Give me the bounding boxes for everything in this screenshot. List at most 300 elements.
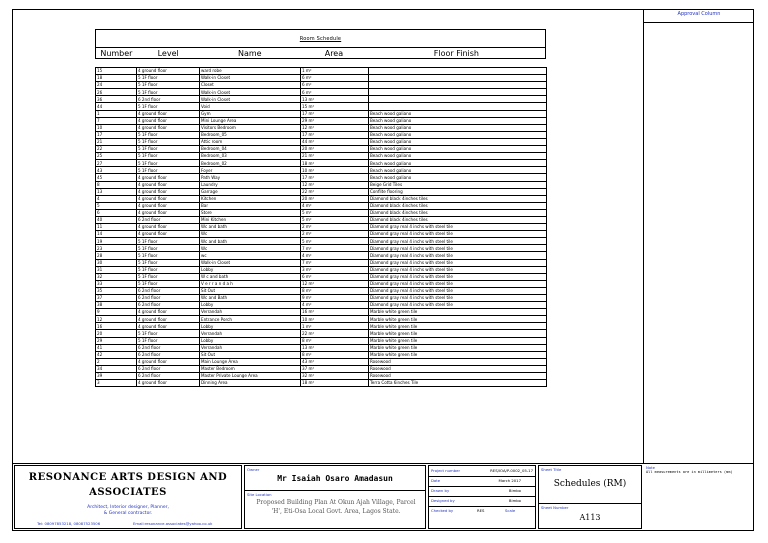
- cell-floor-finish: Beach wood galiano: [369, 153, 547, 160]
- cell-floor-finish: Diamond gray real 4 inchs with steel tile: [369, 295, 547, 302]
- cell-name: Walk-in Closet: [200, 259, 301, 266]
- table-row: [96, 365, 547, 372]
- project-number-label: Project number: [431, 468, 461, 473]
- cell-area: 44 m²: [301, 138, 369, 145]
- cell-number: 30: [96, 259, 137, 266]
- cell-area: 8 m²: [301, 287, 369, 294]
- cell-floor-finish: Marble white green tile: [369, 330, 547, 337]
- cell-name: Bedroom_05: [200, 131, 301, 138]
- cell-area: 4 m²: [301, 302, 369, 309]
- cell-name: Bedroom_04: [200, 146, 301, 153]
- cell-floor-finish: Marble white green tile: [369, 323, 547, 330]
- cell-floor-finish: Beach wood galiano: [369, 117, 547, 124]
- cell-number: 41: [96, 344, 137, 351]
- cell-level: 5 1F floor: [137, 160, 200, 167]
- cell-number: 37: [96, 295, 137, 302]
- cell-area: 3 m²: [301, 266, 369, 273]
- cell-number: 27: [96, 160, 137, 167]
- cell-level: 6 2nd floor: [137, 344, 200, 351]
- cell-name: Sit Out: [200, 287, 301, 294]
- cell-level: 4 ground floor: [137, 188, 200, 195]
- cell-area: 5 m²: [301, 209, 369, 216]
- cell-area: 17 m²: [301, 174, 369, 181]
- cell-name: Sit Out: [200, 351, 301, 358]
- cell-level: 6 2nd floor: [137, 287, 200, 294]
- cell-area: 16 m²: [301, 309, 369, 316]
- cell-name: Entrance Porch: [200, 316, 301, 323]
- schedule-column-headers: [96, 47, 545, 60]
- cell-name: Wc and Bath: [200, 295, 301, 302]
- cell-floor-finish: [369, 68, 547, 75]
- cell-level: 4 ground floor: [137, 323, 200, 330]
- table-row: [96, 89, 547, 96]
- cell-area: 18 m²: [301, 380, 369, 387]
- cell-floor-finish: Marble white green tile: [369, 309, 547, 316]
- cell-name: Void: [200, 103, 301, 110]
- table-row: [96, 344, 547, 351]
- cell-number: 5: [96, 202, 137, 209]
- checked-by-label: Checked by: [431, 508, 454, 513]
- table-row: [96, 280, 547, 287]
- company-block: [14, 465, 242, 529]
- note-label: Note: [646, 465, 655, 470]
- cell-name: Mini Kitchen: [200, 216, 301, 223]
- table-row: [96, 373, 547, 380]
- cell-area: 4 m²: [301, 202, 369, 209]
- scale-label: Scale: [505, 508, 516, 513]
- cell-level: 4 ground floor: [137, 380, 200, 387]
- cell-name: Bedroom_02: [200, 160, 301, 167]
- cell-number: 19: [96, 238, 137, 245]
- sheet-number-label: Sheet Number: [541, 505, 569, 510]
- company-role-line1: Architect, Interior designer, Planner,: [87, 505, 169, 510]
- cell-level: 4 ground floor: [137, 231, 200, 238]
- sheet-title-label: Sheet Title: [541, 467, 562, 472]
- client-separator: [245, 490, 425, 491]
- cell-floor-finish: Beach wood galiano: [369, 167, 547, 174]
- cell-name: Visitors Bedroom: [200, 124, 301, 131]
- cell-number: 40: [96, 216, 137, 223]
- cell-area: 2 m²: [301, 224, 369, 231]
- cell-area: 6 m²: [301, 82, 369, 89]
- cell-number: 24: [96, 82, 137, 89]
- cell-name: Dinning Area: [200, 380, 301, 387]
- cell-level: 4 ground floor: [137, 224, 200, 231]
- cell-area: 7 m²: [301, 259, 369, 266]
- cell-floor-finish: [369, 82, 547, 89]
- cell-level: 5 1F floor: [137, 337, 200, 344]
- site-address: Proposed Building Plan At Okun Ajah Village, Parcel 'H', Eti-Osa Local Govt. Area, Lagos State.: [256, 499, 416, 515]
- cell-floor-finish: Beach wood galiano: [369, 138, 547, 145]
- cell-number: 1: [96, 110, 137, 117]
- cell-floor-finish: Diamond gray real 4 inchs with steel tile: [369, 245, 547, 252]
- cell-level: 5 1F floor: [137, 138, 200, 145]
- cell-level: 4 ground floor: [137, 195, 200, 202]
- column-header-area: Area: [324, 49, 344, 58]
- cell-number: 33: [96, 280, 137, 287]
- table-row: [96, 209, 547, 216]
- cell-name: Walk-in Closet: [200, 96, 301, 103]
- cell-area: 20 m²: [301, 146, 369, 153]
- cell-number: 45: [96, 174, 137, 181]
- cell-area: 17 m²: [301, 110, 369, 117]
- cell-number: 32: [96, 273, 137, 280]
- cell-number: 34: [96, 365, 137, 372]
- cell-number: 28: [96, 252, 137, 259]
- cell-level: 4 ground floor: [137, 174, 200, 181]
- table-row: [96, 146, 547, 153]
- cell-number: 12: [96, 316, 137, 323]
- table-row: [96, 82, 547, 89]
- cell-name: Master Private Lounge Area: [200, 373, 301, 380]
- designed-by-value: Bimbo: [508, 498, 521, 503]
- room-schedule-body: [96, 68, 547, 387]
- room-schedule-header: [95, 29, 546, 59]
- cell-floor-finish: Marble white green tile: [369, 316, 547, 323]
- cell-level: 5 1F floor: [137, 146, 200, 153]
- cell-area: 2 m²: [301, 231, 369, 238]
- cell-area: 37 m²: [301, 365, 369, 372]
- cell-level: 5 1F floor: [137, 153, 200, 160]
- cell-area: 1 m²: [301, 323, 369, 330]
- sheet-separator: [539, 503, 641, 504]
- cell-area: 5 m²: [301, 216, 369, 223]
- client-name: Mr Isaiah Osaro Amadasun: [277, 474, 393, 483]
- approval-header-divider: [643, 22, 754, 23]
- cell-name: Lobby: [200, 337, 301, 344]
- table-row: [96, 153, 547, 160]
- table-row: [96, 295, 547, 302]
- note-text: All measurements are in millimeters (mm): [646, 470, 733, 474]
- cell-level: 6 2nd floor: [137, 216, 200, 223]
- cell-floor-finish: Terra Cotta 6inches Tile: [369, 380, 547, 387]
- company-name-line1: RESONANCE ARTS DESIGN AND: [28, 472, 228, 483]
- cell-level: 4 ground floor: [137, 209, 200, 216]
- cell-area: 29 m²: [301, 117, 369, 124]
- cell-number: 36: [96, 96, 137, 103]
- cell-area: 12 m²: [301, 280, 369, 287]
- cell-area: 15 m²: [301, 103, 369, 110]
- cell-name: Lobby: [200, 302, 301, 309]
- table-row: [96, 110, 547, 117]
- cell-number: 26: [96, 89, 137, 96]
- cell-level: 4 ground floor: [137, 110, 200, 117]
- cell-name: Wc and bath: [200, 224, 301, 231]
- owner-label: Owner: [247, 467, 260, 472]
- cell-name: Wc: [200, 245, 301, 252]
- cell-number: 16: [96, 323, 137, 330]
- company-name-line2: ASSOCIATES: [89, 487, 167, 498]
- cell-name: W c and bath: [200, 273, 301, 280]
- table-row: [96, 195, 547, 202]
- cell-area: 20 m²: [301, 195, 369, 202]
- table-row: [96, 138, 547, 145]
- cell-level: 5 1F floor: [137, 131, 200, 138]
- cell-number: 11: [96, 224, 137, 231]
- cell-level: 5 1F floor: [137, 330, 200, 337]
- cell-name: Walk-in Closet: [200, 75, 301, 82]
- cell-floor-finish: Diamond black 4inches tiles: [369, 216, 547, 223]
- cell-area: 6 m²: [301, 89, 369, 96]
- cell-name: Verrandah: [200, 344, 301, 351]
- sheet-number: A113: [579, 513, 601, 522]
- cell-area: 9 m²: [301, 295, 369, 302]
- cell-number: 3: [96, 380, 137, 387]
- cell-number: 39: [96, 373, 137, 380]
- cell-area: 13 m²: [301, 344, 369, 351]
- table-row: [96, 174, 547, 181]
- cell-area: 21 m²: [301, 153, 369, 160]
- cell-number: 20: [96, 330, 137, 337]
- table-row: [96, 124, 547, 131]
- cell-name: Path Way: [200, 174, 301, 181]
- cell-floor-finish: Diamond gray real 4 inchs with steel tile: [369, 238, 547, 245]
- cell-floor-finish: [369, 96, 547, 103]
- cell-name: Main Lounge Area: [200, 358, 301, 365]
- cell-area: 43 m²: [301, 358, 369, 365]
- cell-number: 23: [96, 245, 137, 252]
- table-row: [96, 259, 547, 266]
- cell-number: 9: [96, 309, 137, 316]
- cell-floor-finish: [369, 103, 547, 110]
- cell-number: 10: [96, 124, 137, 131]
- cell-level: 5 1F floor: [137, 167, 200, 174]
- cell-area: 13 m²: [301, 96, 369, 103]
- cell-name: Foyer: [200, 167, 301, 174]
- table-row: [96, 266, 547, 273]
- cell-number: 21: [96, 138, 137, 145]
- cell-level: 6 2nd floor: [137, 96, 200, 103]
- cell-name: Master Bedroom: [200, 365, 301, 372]
- cell-floor-finish: Diamond gray real 4 inchs with steel tile: [369, 231, 547, 238]
- cell-floor-finish: Beach wood galiano: [369, 160, 547, 167]
- cell-floor-finish: Diamond gray real 4 inchs with steel tile: [369, 224, 547, 231]
- title-block-divider: [12, 463, 754, 464]
- cell-number: 42: [96, 351, 137, 358]
- approval-column-divider: [643, 9, 644, 463]
- cell-name: Mini Lounge Area: [200, 117, 301, 124]
- sheet-title: Schedules (RM): [553, 479, 627, 489]
- cell-floor-finish: Beach wood galiano: [369, 146, 547, 153]
- cell-number: 15: [96, 68, 137, 75]
- company-roles: [15, 505, 241, 516]
- cell-name: Attic room: [200, 138, 301, 145]
- cell-number: 2: [96, 358, 137, 365]
- cell-level: 6 2nd floor: [137, 302, 200, 309]
- cell-name: Wc: [200, 231, 301, 238]
- cell-level: 5 1F floor: [137, 259, 200, 266]
- cell-floor-finish: Diamond gray real 4 inchs with steel tile: [369, 273, 547, 280]
- table-row: [96, 323, 547, 330]
- company-name: [15, 470, 241, 500]
- cell-name: Lobby: [200, 323, 301, 330]
- cell-area: 10 m²: [301, 316, 369, 323]
- cell-name: Verrandah: [200, 330, 301, 337]
- cell-floor-finish: Marble white green tile: [369, 344, 547, 351]
- cell-number: 35: [96, 287, 137, 294]
- cell-floor-finish: Beach wood galiano: [369, 110, 547, 117]
- cell-level: 4 ground floor: [137, 316, 200, 323]
- table-row: [96, 188, 547, 195]
- cell-area: 6 m²: [301, 273, 369, 280]
- cell-floor-finish: Diamond black 4inches tiles: [369, 202, 547, 209]
- cell-area: 8 m²: [301, 351, 369, 358]
- cell-name: Garrage: [200, 188, 301, 195]
- cell-floor-finish: Rosewood: [369, 373, 547, 380]
- cell-number: 4: [96, 195, 137, 202]
- cell-level: 5 1F floor: [137, 266, 200, 273]
- designed-by-label: Designed by: [431, 498, 455, 503]
- table-row: [96, 224, 547, 231]
- cell-floor-finish: Beach wood galiano: [369, 131, 547, 138]
- cell-name: Wc and bath: [200, 238, 301, 245]
- cell-level: 4 ground floor: [137, 358, 200, 365]
- cell-level: 5 1F floor: [137, 238, 200, 245]
- cell-name: Store: [200, 209, 301, 216]
- table-row: [96, 287, 547, 294]
- cell-number: 29: [96, 337, 137, 344]
- cell-name: Kitchen: [200, 195, 301, 202]
- cell-level: 4 ground floor: [137, 202, 200, 209]
- cell-floor-finish: Diamond gray real 4 inchs with steel tile: [369, 266, 547, 273]
- schedule-title: Room Schedule: [299, 36, 342, 42]
- table-row: [96, 252, 547, 259]
- cell-level: 6 2nd floor: [137, 373, 200, 380]
- project-info-block: [428, 465, 536, 529]
- table-row: [96, 216, 547, 223]
- cell-area: 18 m²: [301, 160, 369, 167]
- company-telephone: Tel: 08097853218, 08087523506: [37, 521, 101, 526]
- notes-block: [644, 465, 752, 529]
- column-header-name: Name: [238, 49, 262, 58]
- cell-name: Bar: [200, 202, 301, 209]
- table-row: [96, 202, 547, 209]
- table-row: [96, 245, 547, 252]
- table-row: [96, 238, 547, 245]
- table-row: [96, 96, 547, 103]
- cell-name: Bedroom_03: [200, 153, 301, 160]
- cell-level: 6 2nd floor: [137, 351, 200, 358]
- cell-level: 5 1F floor: [137, 75, 200, 82]
- room-schedule-table: [95, 67, 547, 387]
- cell-name: Closet: [200, 82, 301, 89]
- cell-level: 6 2nd floor: [137, 295, 200, 302]
- cell-number: 6: [96, 209, 137, 216]
- approval-column-label: Approval Column: [677, 11, 721, 17]
- cell-floor-finish: Marble white green tile: [369, 337, 547, 344]
- cell-name: Laundry: [200, 181, 301, 188]
- checked-scale-row: [429, 506, 535, 516]
- cell-level: 5 1F floor: [137, 245, 200, 252]
- table-row: [96, 330, 547, 337]
- cell-floor-finish: Diamond gray real 4 inchs with steel tile: [369, 259, 547, 266]
- table-row: [96, 337, 547, 344]
- cell-floor-finish: Rosewood: [369, 365, 547, 372]
- cell-area: 12 m²: [301, 181, 369, 188]
- cell-floor-finish: Diamond gray real 4 inchs with steel tile: [369, 302, 547, 309]
- cell-area: 4 m²: [301, 252, 369, 259]
- table-row: [96, 309, 547, 316]
- cell-area: 6 m²: [301, 75, 369, 82]
- cell-level: 4 ground floor: [137, 181, 200, 188]
- cell-floor-finish: [369, 89, 547, 96]
- cell-level: 5 1F floor: [137, 103, 200, 110]
- cell-level: 4 ground floor: [137, 117, 200, 124]
- cell-level: 5 1F floor: [137, 252, 200, 259]
- drawn-by-value: Bimbo: [508, 488, 521, 493]
- cell-number: 18: [96, 75, 137, 82]
- company-role-line2: & General contractor.: [103, 510, 153, 516]
- cell-number: 31: [96, 266, 137, 273]
- cell-floor-finish: Diamond gray real 4 inchs with steel tile: [369, 280, 547, 287]
- cell-area: 5 m²: [301, 238, 369, 245]
- cell-number: 25: [96, 153, 137, 160]
- checked-by-value: RES: [477, 508, 485, 513]
- table-row: [96, 167, 547, 174]
- cell-name: Lobby: [200, 266, 301, 273]
- cell-number: 43: [96, 167, 137, 174]
- table-row: [96, 358, 547, 365]
- cell-level: 5 1F floor: [137, 280, 200, 287]
- cell-level: 5 1F floor: [137, 82, 200, 89]
- table-row: [96, 131, 547, 138]
- cell-floor-finish: [369, 75, 547, 82]
- cell-number: 8: [96, 181, 137, 188]
- column-header-floor-finish: Floor Finish: [433, 49, 479, 58]
- cell-number: 38: [96, 302, 137, 309]
- cell-name: Verrandah: [200, 309, 301, 316]
- cell-name: V e r r a n d a h: [200, 280, 301, 287]
- project-number-value: RES/IOA/P-0002_05-17: [490, 468, 533, 473]
- cell-floor-finish: Beach wood galiano: [369, 174, 547, 181]
- table-row: [96, 302, 547, 309]
- site-location-label: Site Location: [247, 492, 272, 497]
- company-email: Email:resonance.associates@yahoo.co.uk: [133, 521, 213, 526]
- client-block: [244, 465, 426, 529]
- table-row: [96, 103, 547, 110]
- cell-level: 5 1F floor: [137, 273, 200, 280]
- table-row: [96, 231, 547, 238]
- table-row: [96, 351, 547, 358]
- cell-floor-finish: Beach wood galiano: [369, 124, 547, 131]
- cell-area: 1 m²: [301, 68, 369, 75]
- cell-level: 4 ground floor: [137, 309, 200, 316]
- sheet-info-block: [538, 465, 642, 529]
- cell-name: Walk-in Closet: [200, 89, 301, 96]
- cell-area: 10 m²: [301, 167, 369, 174]
- table-row: [96, 68, 547, 75]
- table-row: [96, 316, 547, 323]
- cell-name: ward robe: [200, 68, 301, 75]
- cell-floor-finish: Diamond black 4inches tiles: [369, 209, 547, 216]
- cell-floor-finish: Marble white green tile: [369, 351, 547, 358]
- column-header-level: Level: [157, 49, 179, 58]
- cell-number: 22: [96, 146, 137, 153]
- table-row: [96, 117, 547, 124]
- cell-floor-finish: Diamond gray real 4 inchs with steel tile: [369, 287, 547, 294]
- cell-floor-finish: Diamond black 4inches tiles: [369, 195, 547, 202]
- cell-number: 17: [96, 131, 137, 138]
- cell-area: 7 m²: [301, 245, 369, 252]
- cell-number: 44: [96, 103, 137, 110]
- cell-area: 8 m²: [301, 337, 369, 344]
- cell-number: 7: [96, 117, 137, 124]
- table-row: [96, 181, 547, 188]
- cell-name: Gym: [200, 110, 301, 117]
- table-row: [96, 380, 547, 387]
- table-row: [96, 160, 547, 167]
- cell-number: 13: [96, 188, 137, 195]
